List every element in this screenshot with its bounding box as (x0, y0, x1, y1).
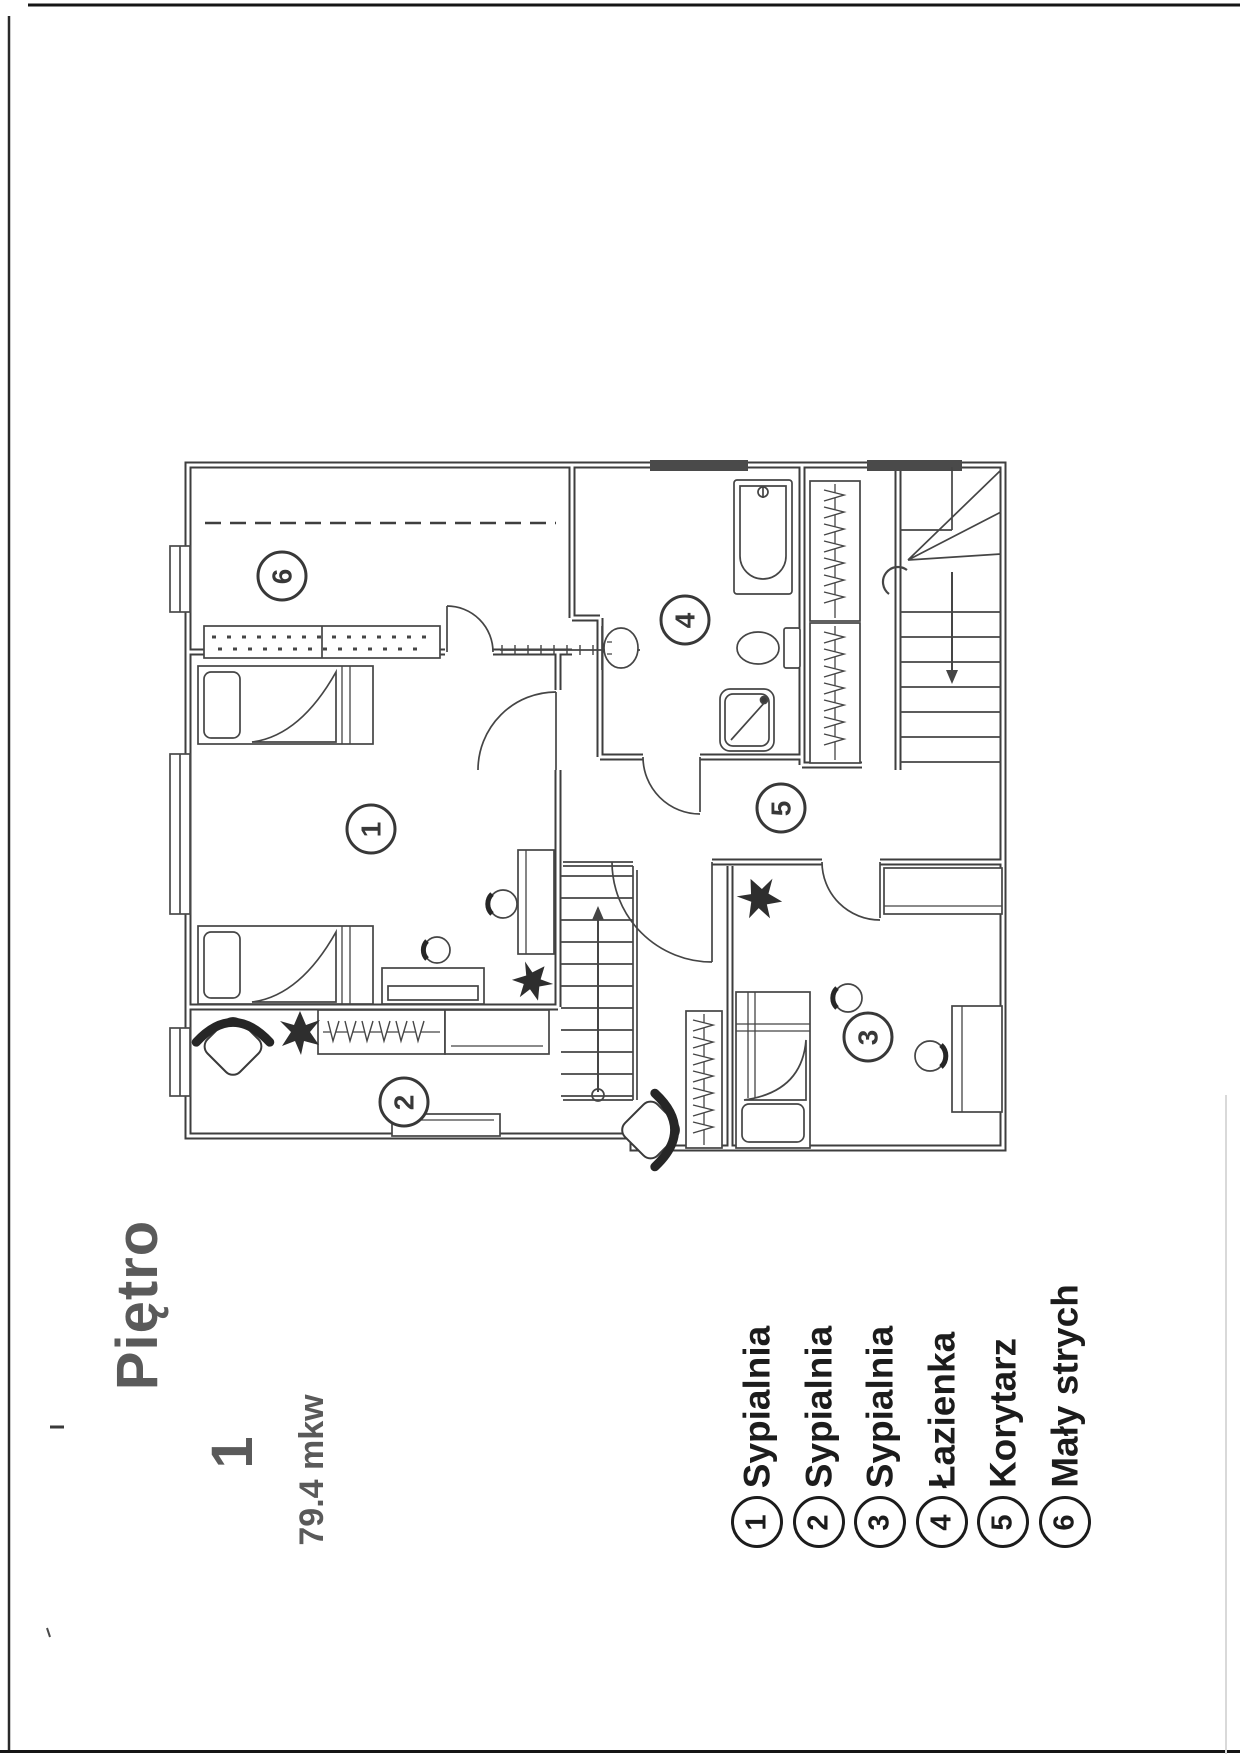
door-icon (612, 862, 712, 962)
armchair-icon (618, 1093, 692, 1167)
window-icon (170, 754, 190, 914)
stool-icon (488, 890, 517, 918)
window-icon (170, 546, 190, 612)
window-icon (170, 1028, 190, 1096)
page-title: Piętro (105, 1219, 170, 1391)
room-number: 4 (668, 612, 700, 628)
floor-number: 1 (200, 1435, 265, 1469)
desk-icon (952, 1006, 1002, 1112)
bedroom3-top-wardrobe-icon (884, 868, 1002, 914)
legend-number: 3 (863, 1513, 896, 1531)
toilet-icon (737, 628, 800, 668)
room-number: 3 (851, 1029, 883, 1045)
room-number-badge (660, 595, 711, 646)
legend-number-badge (793, 1496, 845, 1548)
legend-number-badge (854, 1496, 906, 1548)
room-number-badge (843, 1012, 894, 1063)
legend-number: 1 (740, 1513, 773, 1531)
legend-number-badge (977, 1496, 1029, 1548)
legend-room-label: Sypialnia (798, 1325, 840, 1489)
room-number-badge (379, 1077, 430, 1128)
door-icon (478, 692, 556, 770)
stool-icon (833, 984, 862, 1012)
room-number: 1 (354, 821, 386, 837)
legend-room-label: Korytarz (982, 1337, 1024, 1489)
door-icon (822, 862, 880, 920)
legend-number: 4 (925, 1513, 958, 1531)
corridor-wardrobe-icon (810, 623, 860, 763)
room-number-badge (257, 551, 308, 602)
bed-icon (736, 992, 810, 1148)
legend-number: 5 (986, 1513, 1019, 1531)
legend-room-label: Sypialnia (859, 1325, 901, 1489)
legend-number: 6 (1048, 1513, 1081, 1531)
chair-icon (915, 1041, 946, 1071)
corridor-wardrobe-icon (810, 481, 860, 621)
plant-icon (280, 1011, 320, 1055)
legend-number-badge (731, 1496, 783, 1548)
bathtub-icon (734, 480, 792, 594)
cabinet-icon (518, 850, 554, 954)
stool-icon (423, 937, 450, 963)
room-number-badge (756, 783, 807, 834)
legend-number: 2 (802, 1513, 835, 1531)
legend-number-badge (1039, 1496, 1091, 1548)
room-number: 5 (764, 800, 796, 816)
armchair-icon (196, 1005, 270, 1079)
legend-room-label: Sypialnia (736, 1325, 778, 1489)
room-number: 2 (387, 1094, 419, 1110)
window-band-icon (867, 460, 962, 471)
middle-staircase (561, 862, 637, 1101)
door-icon (447, 606, 493, 652)
room-number: 6 (265, 568, 297, 584)
attic-closet-icon (204, 626, 440, 658)
legend-room-label: Mały strych (1044, 1284, 1086, 1488)
desk-icon (382, 968, 484, 1004)
washbasin-icon (602, 626, 638, 670)
bedroom3-wardrobe-icon (686, 1011, 722, 1148)
room-number-badge (346, 804, 397, 855)
bed-icon (198, 926, 373, 1004)
bed-icon (198, 666, 373, 744)
legend-room-label: Łazienka (921, 1331, 963, 1489)
window-band-icon (650, 460, 748, 471)
plant-icon (505, 955, 558, 1008)
plant-icon (732, 870, 787, 927)
door-icon (643, 757, 700, 814)
floor-area: 79.4 mkw (293, 1394, 331, 1546)
legend-number-badge (916, 1496, 968, 1548)
shower-icon (720, 689, 774, 751)
bedroom2-closet-icon (318, 1010, 549, 1054)
